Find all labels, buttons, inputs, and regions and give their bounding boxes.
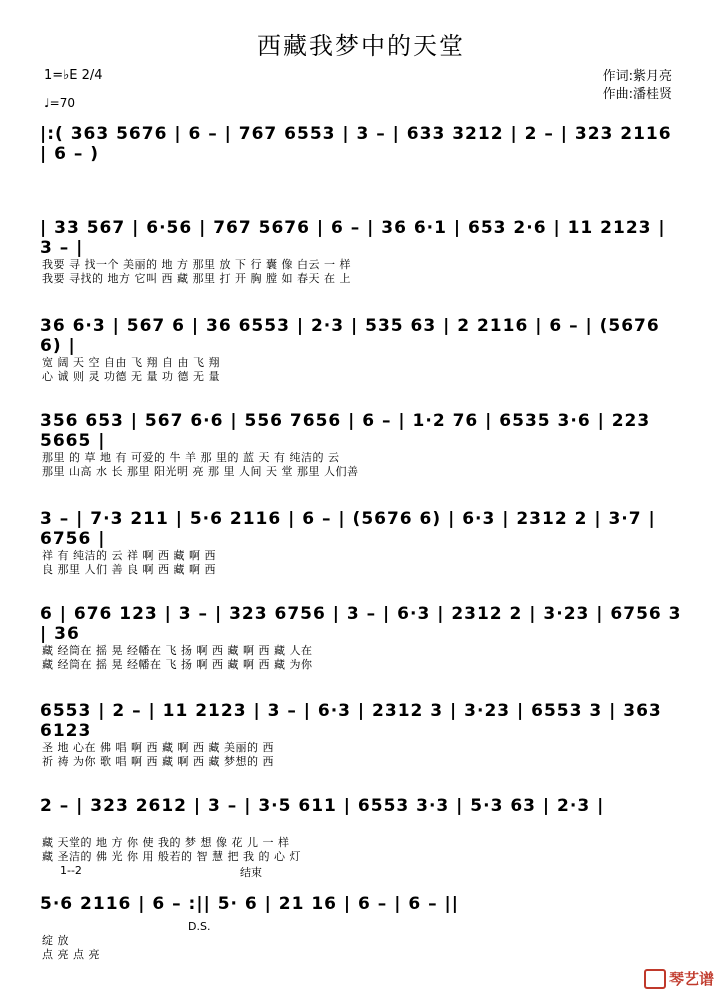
lyrics-verse-2: 点 亮 点 亮: [42, 948, 100, 961]
lyrics-verse-2: 藏 经筒在 摇 晃 经幡在 飞 扬 啊 西 藏 啊 西 藏 为你: [42, 658, 313, 671]
lyrics-verse-1: 藏 天堂的 地 方 你 使 我的 梦 想 像 花 儿 一 样: [42, 836, 290, 849]
lyrics-verse-2: 心 诚 则 灵 功德 无 量 功 德 无 量: [42, 370, 220, 383]
composer: 作曲:潘桂贤: [602, 87, 672, 102]
notation-line: 356 653 | 567 6·6 | 556 7656 | 6 – | 1·2 76 | 6535 3·6 | 223 5665 |: [40, 411, 651, 451]
lyricist: 作词:紫月亮: [602, 69, 672, 84]
lyrics-verse-1: 宽 阔 天 空 自由 飞 翔 自 由 飞 翔: [42, 356, 220, 369]
notation-line: 6553 | 2 – | 11 2123 | 3 – | 6·3 | 2312 3 | 3·23 | 6553 3 | 363 6123: [40, 701, 662, 741]
ending-marker: 结束: [240, 866, 262, 879]
ds-marker: D.S.: [188, 920, 211, 933]
lyrics-verse-1: 祥 有 纯洁的 云 祥 啊 西 藏 啊 西: [42, 549, 216, 562]
lyrics-verse-1: 绽 放: [42, 934, 69, 947]
credits: [603, 68, 672, 104]
lyrics-verse-2: 我要 寻找的 地方 它叫 西 藏 那里 打 开 胸 膛 如 春天 在 上: [42, 272, 351, 285]
site-logo: 琴艺谱: [644, 968, 714, 990]
key-signature: 1=♭E 2/4: [44, 68, 103, 83]
lyrics-verse-2: 藏 圣洁的 佛 光 你 用 般若的 智 慧 把 我 的 心 灯: [42, 850, 301, 863]
lyrics-verse-1: 那里 的 草 地 有 可爱的 牛 羊 那 里的 蓝 天 有 纯洁的 云: [42, 451, 340, 464]
lyrics-verse-1: 我要 寻 找一个 美丽的 地 方 那里 放 下 行 囊 像 白云 一 样: [42, 258, 351, 271]
logo-icon: [644, 969, 666, 989]
lyrics-verse-2: 良 那里 人们 善 良 啊 西 藏 啊 西: [42, 563, 216, 576]
tempo-marking: ♩=70: [44, 96, 75, 110]
lyrics-verse-2: 那里 山高 水 长 那里 阳光明 亮 那 里 人间 天 堂 那里 人们善: [42, 465, 359, 478]
lyrics-verse-1: 圣 地 心在 佛 唱 啊 西 藏 啊 西 藏 美丽的 西: [42, 741, 274, 754]
lyrics-verse-1: 藏 经筒在 摇 晃 经幡在 飞 扬 啊 西 藏 啊 西 藏 人在: [42, 644, 313, 657]
lyrics-verse-2: 祈 祷 为你 歌 唱 啊 西 藏 啊 西 藏 梦想的 西: [42, 755, 274, 768]
notation-line: 3 – | 7·3 211 | 5·6 2116 | 6 – | (5676 6) | 6·3 | 2312 2 | 3·7 | 6756 |: [40, 509, 656, 549]
notation-line: 2 – | 323 2612 | 3 – | 3·5 611 | 6553 3·3 | 5·3 63 | 2·3 |: [40, 796, 605, 816]
notation-line: 6 | 676 123 | 3 – | 323 6756 | 3 – | 6·3 | 2312 2 | 3·23 | 6756 3 | 36: [40, 604, 682, 644]
volta-marker: 1--2: [60, 864, 82, 877]
notation-line: |:( 363 5676 | 6 – | 767 6553 | 3 – | 633 3212 | 2 – | 323 2116 | 6 – ): [40, 124, 672, 164]
notation-line: 36 6·3 | 567 6 | 36 6553 | 2·3 | 535 63 | 2 2116 | 6 – | (5676 6) |: [40, 316, 660, 356]
notation-line: | 33 567 | 6·56 | 767 5676 | 6 – | 36 6·1 | 653 2·6 | 11 2123 | 3 – |: [40, 218, 666, 258]
notation-line: 5·6 2116 | 6 – :|| 5· 6 | 21 16 | 6 – | 6 – ||: [40, 894, 459, 914]
page-title: 西藏我梦中的天堂: [257, 32, 465, 60]
